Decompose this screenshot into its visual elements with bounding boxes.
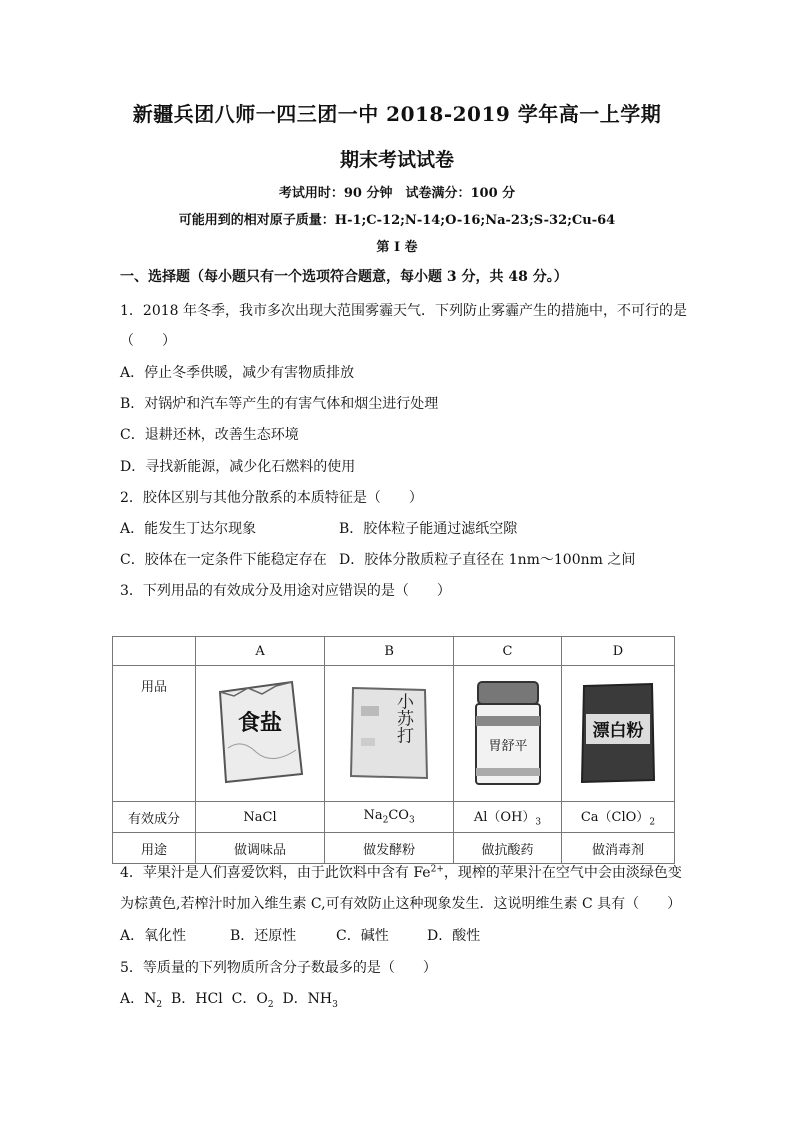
q4-option-b: B．还原性: [230, 928, 297, 944]
col-header-b: B: [325, 637, 454, 666]
q4-stem-part1: 4．苹果汁是人们喜爱饮料，由于此饮料中含有 Fe: [120, 865, 431, 881]
q3-stem: 3．下列用品的有效成分及用途对应错误的是（ ）: [120, 583, 451, 599]
q5-option-a-main: A．N: [120, 991, 157, 1007]
exam-info: 考试用时：90 分钟 试卷满分：100 分: [278, 186, 516, 201]
q4-stem-line1: [120, 862, 682, 882]
q5-option-d-sub: 3: [332, 999, 338, 1010]
q1-option-b: B．对锅炉和汽车等产生的有害气体和烟尘进行处理: [120, 396, 439, 412]
q5-options: [120, 988, 338, 1010]
atomic-masses: 可能用到的相对原子质量：H-1;C-12;N-14;O-16;Na-23;S-32;Cu-64: [178, 213, 616, 228]
use-b: 做发酵粉: [325, 833, 454, 864]
salt-label-char1: 食盐: [238, 710, 283, 736]
q1-option-d: D．寻找新能源，减少化石燃料的使用: [120, 459, 356, 475]
use-a: 做调味品: [196, 833, 325, 864]
component-b-mid: CO: [388, 808, 409, 824]
q5-option-c-sub: 2: [267, 999, 274, 1010]
component-c-main: Al（OH）: [473, 810, 536, 826]
volume-label: 第 I 卷: [376, 240, 418, 255]
bleach-powder-bag-image: [576, 678, 660, 786]
q2-option-d: D．胶体分散质粒子直径在 1nm～100nm 之间: [339, 552, 636, 568]
component-b-sub2: 3: [408, 815, 415, 826]
col-header-a: A: [196, 637, 325, 666]
antacid-bottle-image: [468, 676, 548, 788]
component-a: NaCl: [196, 802, 325, 833]
q1-option-c: C．退耕还林，改善生态环境: [120, 427, 299, 443]
q1-option-a: A．停止冬季供暖，减少有害物质排放: [120, 365, 355, 381]
q5-option-b: B．HCl: [171, 991, 223, 1007]
use-d: 做消毒剂: [561, 833, 674, 864]
q4-option-d: D．酸性: [427, 928, 481, 944]
q5-option-a-sub: 2: [156, 999, 163, 1010]
q2-stem: 2．胶体区别与其他分散系的本质特征是（ ）: [120, 490, 423, 506]
q3-table: [112, 636, 675, 864]
q5-option-d-main: D．NH: [282, 991, 333, 1007]
row-label-component: 有效成分: [113, 802, 196, 833]
col-header-d: D: [561, 637, 674, 666]
item-cell-d: [561, 666, 674, 802]
q1-paren: （ ）: [120, 333, 176, 349]
q4-stem-part2: ，现榨的苹果汁在空气中会由淡绿色变: [443, 865, 682, 881]
table-row: [113, 666, 675, 802]
table-row: [113, 802, 675, 833]
row-label-item: 用品: [113, 666, 196, 802]
component-d-sub: 2: [649, 817, 656, 828]
component-d-main: Ca（ClO）: [580, 810, 650, 826]
baking-soda-bag-image: [341, 678, 437, 786]
component-b: [325, 802, 454, 833]
item-cell-a: [196, 666, 325, 802]
q5-stem: 5．等质量的下列物质所含分子数最多的是（ ）: [120, 960, 437, 976]
salt-bag-image: [212, 678, 308, 786]
col-header-c: C: [454, 637, 562, 666]
component-c: [454, 802, 562, 833]
component-b-main: Na: [363, 808, 383, 824]
item-cell-b: [325, 666, 454, 802]
q4-option-a: A．氧化性: [120, 928, 187, 944]
bleach-label: 漂白粉: [592, 720, 644, 741]
baking-soda-label: 小苏打: [393, 692, 414, 743]
component-b-sub1: 2: [382, 815, 389, 826]
row-label-use: 用途: [113, 833, 196, 864]
antacid-label: 胃舒平: [487, 738, 528, 754]
q2-option-a: A．能发生丁达尔现象: [120, 521, 257, 537]
component-c-sub: 3: [535, 817, 542, 828]
q4-option-c: C．碱性: [336, 928, 389, 944]
q2-option-c: C．胶体在一定条件下能稳定存在: [120, 552, 327, 568]
q4-stem-line2: 为棕黄色,若榨汁时加入维生素 C,可有效防止这种现象发生．这说明维生素 C 具有（ ）: [120, 896, 682, 912]
component-d: [561, 802, 674, 833]
use-c: 做抗酸药: [454, 833, 562, 864]
item-cell-c: [454, 666, 562, 802]
q1-stem: 1．2018 年冬季，我市多次出现大范围雾霾天气．下列防止雾霾产生的措施中，不可行的是: [120, 303, 687, 319]
q2-option-b: B．胶体粒子能通过滤纸空隙: [339, 521, 518, 537]
q4-stem-sup: 2+: [430, 864, 444, 875]
table-corner-cell: [113, 637, 196, 666]
q5-option-c-main: C．O: [231, 991, 268, 1007]
table-row: [113, 637, 675, 666]
section-heading: 一、选择题（每小题只有一个选项符合题意，每小题 3 分，共 48 分。）: [120, 269, 568, 285]
exam-title-line2: 期末考试试卷: [339, 149, 454, 171]
table-row: [113, 833, 675, 864]
exam-title-line1: 新疆兵团八师一四三团一中 2018-2019 学年高一上学期: [132, 102, 662, 126]
